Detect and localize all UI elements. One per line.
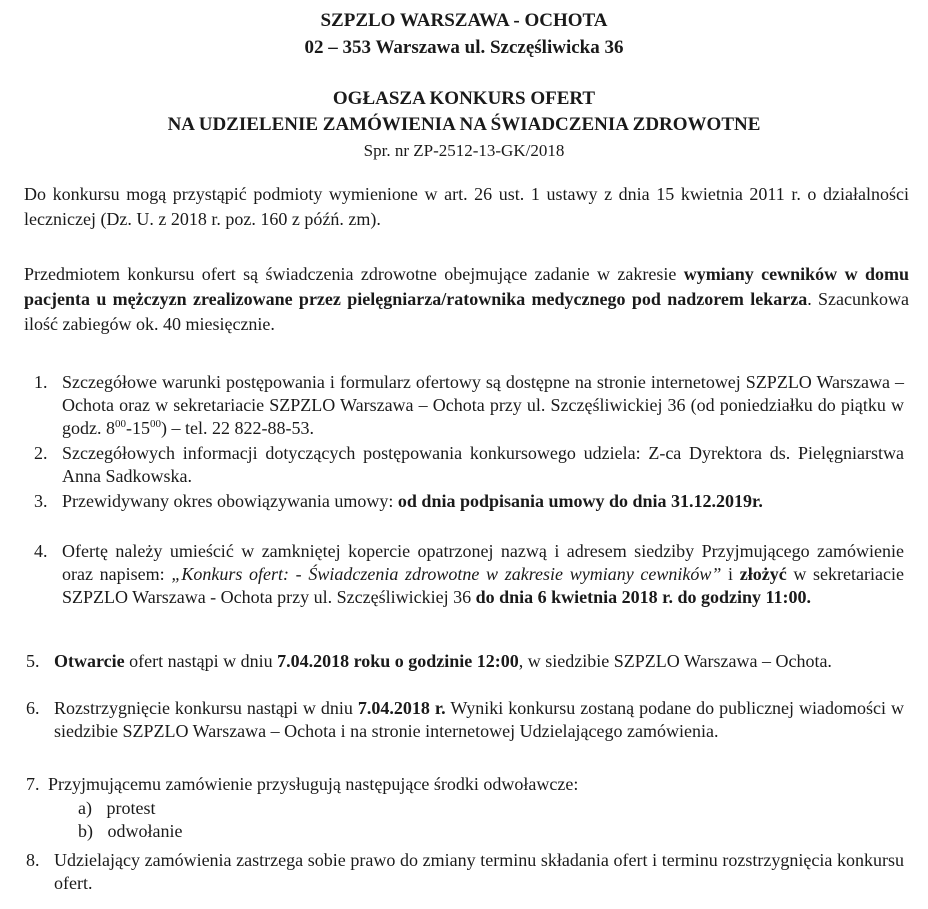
sub-item-letter: b) <box>78 821 93 841</box>
list-item-text <box>62 371 904 440</box>
sub-item-b <box>78 820 378 843</box>
org-name: SZPZLO WARSZAWA - OCHOTA <box>320 10 608 31</box>
item-1-text-b: -15 <box>126 418 150 438</box>
item-4-text-bold-b: do dnia 6 kwietnia 2018 r. do godziny 11:00. <box>475 587 812 607</box>
item-4-text-italic: „Konkurs ofert: - Świadczenia zdrowotne w zakresie wymiany cewników” <box>171 564 722 584</box>
item-5-text-bold-b: 7.04.2018 roku o godzinie 12:00 <box>277 651 519 671</box>
list-number: 6. <box>26 698 40 718</box>
list-item-8 <box>0 849 928 897</box>
item-1-sup-b: 00 <box>150 418 161 430</box>
list-number: 4. <box>34 541 48 561</box>
list-number: 5. <box>26 651 40 671</box>
list-number: 3. <box>34 491 48 511</box>
item-5-text-bold-a: Otwarcie <box>54 651 125 671</box>
list-item-text: Udzielający zamówienia zastrzega sobie prawo do zmiany terminu składania ofert i terminu rozstrzygnięcia konkursu ofert. <box>54 850 904 893</box>
org-address: 02 – 353 Warszawa ul. Szczęśliwicka 36 <box>304 37 624 58</box>
item-1-text-c: ) – tel. 22 822-88-53. <box>161 418 314 438</box>
item-4-text-a: Ofertę należy umieścić w zamkniętej kopercie opatrzonej nazwą i adresem siedziby Przyjmującego zamówienie oraz napisem: <box>62 541 904 584</box>
list-item-text <box>54 697 904 743</box>
list-number: 7. <box>26 774 40 794</box>
subject-text-end: . Szacunkowa ilość zabiegów ok. 40 miesięcznie. <box>24 289 910 334</box>
list-number: 1. <box>34 372 48 392</box>
list-number: 2. <box>34 443 48 463</box>
sub-item-letter: a) <box>78 798 92 818</box>
list-item-7 <box>0 773 928 797</box>
list-item-5 <box>0 650 928 698</box>
item-1-sup-a: 00 <box>115 418 126 430</box>
item-4-text-c: i <box>721 564 740 584</box>
item-6-text-a: Rozstrzygnięcie konkursu nastąpi w dniu <box>54 698 358 718</box>
list-item-text <box>54 650 904 673</box>
item-6-text-bold: 7.04.2018 r. <box>357 698 446 718</box>
intro-paragraph-subject <box>24 262 909 337</box>
item-4-text-bold-a: złożyć <box>739 564 787 584</box>
item-1-text-a: Szczegółowe warunki postępowania i formularz ofertowy są dostępne na stronie internetowej SZPZLO Warszawa – Ochota oraz w sekretariacie SZPZLO Warszawa – Ochota przy ul. Szczęśliwickiej 36 (od poniedziałku do piątku w godz. 8 <box>62 372 904 438</box>
list-item-6 <box>0 697 928 769</box>
list-item-2 <box>0 442 928 490</box>
item-6-text-c: Wyniki konkursu zostaną podane do publicznej wiadomości w siedzibie SZPZLO Warszawa – Ochota i na stronie internetowej Udzielającego zamówienia. <box>54 698 904 741</box>
sub-item-a <box>78 797 378 820</box>
list-item-text: Szczegółowych informacji dotyczących postępowania konkursowego udziela: Z-ca Dyrektora ds. Pielęgniarstwa Anna Sadkowska. <box>62 443 904 486</box>
list-item-4 <box>0 540 928 640</box>
item-5-text-b: ofert nastąpi w dniu <box>124 651 278 671</box>
announcement-title: OGŁASZA KONKURS OFERT <box>332 88 596 109</box>
sub-item-text: protest <box>106 798 156 818</box>
list-item-text <box>62 490 904 513</box>
list-number: 8. <box>26 850 40 870</box>
subject-text-bold: wymiany cewników w domu pacjenta u mężczyzn zrealizowane przez pielęgniarza/ratownika medycznego pod nadzorem lekarza <box>24 264 909 309</box>
list-item-text: Przyjmującemu zamówienie przysługują następujące środki odwoławcze: <box>48 774 579 794</box>
list-item-1 <box>0 371 928 443</box>
item-4-text-e: w sekretariacie SZPZLO Warszawa - Ochota przy ul. Szczęśliwickiej 36 <box>62 564 904 607</box>
sub-item-text: odwołanie <box>107 821 183 841</box>
item-3-text-bold: od dnia podpisania umowy do dnia 31.12.2019r. <box>397 491 763 511</box>
announcement-subtitle: NA UDZIELENIE ZAMÓWIENIA NA ŚWIADCZENIA ZDROWOTNE <box>167 114 761 135</box>
intro-paragraph-eligibility: Do konkursu mogą przystąpić podmioty wymienione w art. 26 ust. 1 ustawy z dnia 15 kwietnia 2011 r. o działalności leczniczej (Dz. U. z 2018 r. poz. 160 z późń. zm). <box>24 184 909 229</box>
case-reference: Spr. nr ZP-2512-13-GK/2018 <box>363 141 565 160</box>
subject-text-start: Przedmiotem konkursu ofert są świadczenia zdrowotne obejmujące zadanie w zakresie <box>24 264 684 284</box>
list-item-3 <box>0 490 928 538</box>
item-5-text-d: , w siedzibie SZPZLO Warszawa – Ochota. <box>518 651 832 671</box>
list-item-text <box>62 540 904 609</box>
item-3-text-a: Przewidywany okres obowiązywania umowy: <box>62 491 398 511</box>
